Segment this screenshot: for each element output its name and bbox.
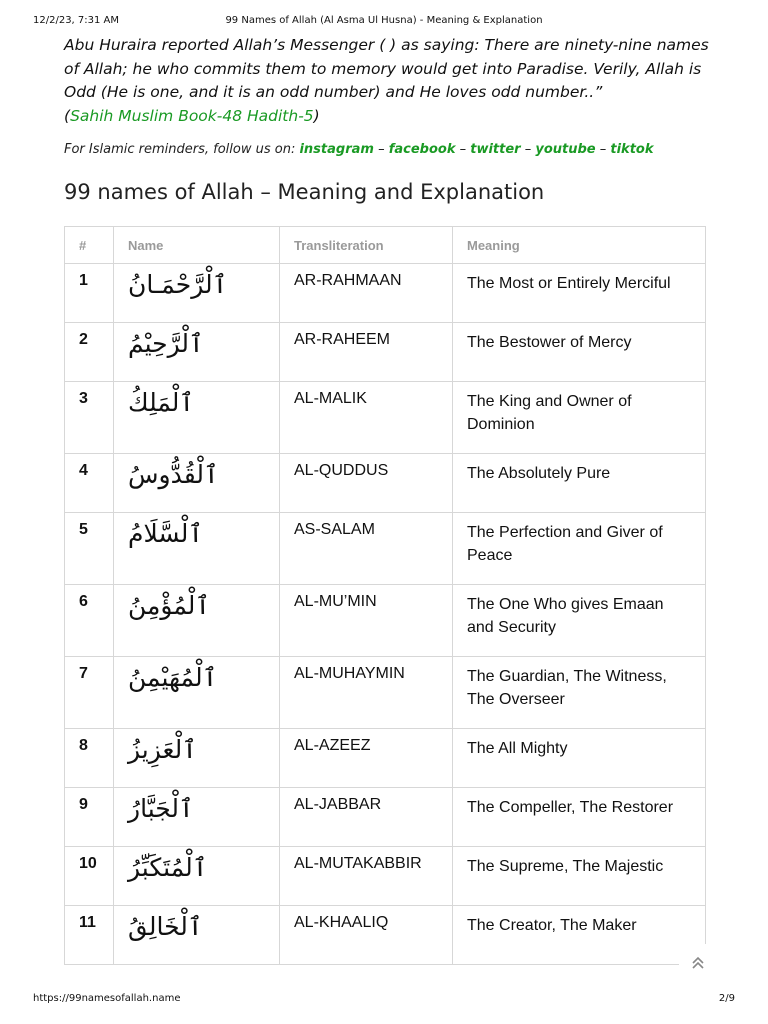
- meaning: The King and Owner of Dominion: [453, 382, 706, 454]
- table-row: [65, 323, 706, 382]
- row-number: 2: [65, 323, 114, 382]
- arabic-name-cell: [114, 264, 280, 323]
- row-number: 7: [65, 657, 114, 729]
- youtube-link[interactable]: youtube: [535, 142, 596, 157]
- print-footer: [33, 993, 735, 1007]
- table-header-row: [65, 227, 706, 264]
- transliteration: AL-AZEEZ: [280, 729, 453, 788]
- article-content: [64, 34, 709, 207]
- hadith-quote: [64, 34, 714, 128]
- section-title: 99 names of Allah – Meaning and Explanation: [64, 180, 545, 204]
- row-number: 9: [65, 788, 114, 847]
- double-chevron-up-icon: [691, 956, 705, 970]
- arabic-name-cell: [114, 454, 280, 513]
- scroll-to-top-button[interactable]: [679, 944, 717, 982]
- print-datetime: 12/2/23, 7:31 AM: [33, 15, 120, 26]
- row-number: 11: [65, 906, 114, 965]
- twitter-link[interactable]: twitter: [470, 142, 521, 157]
- arabic-name: ٱلْعَزِيزُ: [128, 735, 197, 764]
- hadith-quote-text: Abu Huraira reported Allah’s Messenger ( ) as saying: There are ninety-nine names of Allah; he who commits them to memory would get into Paradise. Verily, Allah is Odd (He is one, and it is an odd number) and He loves odd number..”: [64, 36, 709, 101]
- row-number: 6: [65, 585, 114, 657]
- arabic-name: ٱلْجَبَّارُ: [128, 794, 194, 823]
- arabic-name-cell: [114, 513, 280, 585]
- transliteration: AL-MALIK: [280, 382, 453, 454]
- arabic-name: ٱلْمُهَيْمِنُ: [128, 663, 218, 692]
- meaning: The Perfection and Giver of Peace: [453, 513, 706, 585]
- table-row: [65, 382, 706, 454]
- arabic-name-cell: [114, 657, 280, 729]
- row-number: 1: [65, 264, 114, 323]
- arabic-name: ٱلْقُدُّوسُ: [128, 460, 219, 489]
- arabic-name-cell: [114, 906, 280, 965]
- meaning: The Absolutely Pure: [453, 454, 706, 513]
- arabic-name-cell: [114, 323, 280, 382]
- follow-prefix: For Islamic reminders, follow us on:: [64, 142, 300, 157]
- arabic-name: ٱلْمَلِكُ: [128, 388, 195, 417]
- meaning: The Most or Entirely Merciful: [453, 264, 706, 323]
- table-row: [65, 454, 706, 513]
- transliteration: AL-QUDDUS: [280, 454, 453, 513]
- separator: –: [455, 142, 471, 157]
- separator: –: [520, 142, 536, 157]
- arabic-name: ٱلْمُتَكَبِّرُ: [128, 853, 208, 882]
- meaning: The Bestower of Mercy: [453, 323, 706, 382]
- instagram-link[interactable]: instagram: [299, 142, 374, 157]
- print-header: [33, 15, 735, 29]
- header-transliteration: Transliteration: [280, 227, 453, 264]
- row-number: 8: [65, 729, 114, 788]
- transliteration: AL-MUHAYMIN: [280, 657, 453, 729]
- arabic-name: ٱلْرَّحِيْمُ: [128, 329, 204, 358]
- arabic-name: ٱلْرَّحْمَـانُ: [128, 270, 228, 299]
- meaning: The One Who gives Emaan and Security: [453, 585, 706, 657]
- row-number: 10: [65, 847, 114, 906]
- arabic-name-cell: [114, 847, 280, 906]
- print-page-title: 99 Names of Allah (Al Asma Ul Husna) - Meaning & Explanation: [225, 15, 543, 26]
- row-number: 3: [65, 382, 114, 454]
- print-page-number: 2/9: [718, 993, 735, 1004]
- arabic-name-cell: [114, 788, 280, 847]
- table-row: [65, 585, 706, 657]
- transliteration: AL-MUTAKABBIR: [280, 847, 453, 906]
- transliteration: AL-MU’MIN: [280, 585, 453, 657]
- table-row: [65, 788, 706, 847]
- arabic-name-cell: [114, 382, 280, 454]
- hadith-ref-open: (: [64, 106, 71, 125]
- hadith-ref-close: ): [313, 106, 320, 125]
- header-meaning: Meaning: [453, 227, 706, 264]
- separator: –: [595, 142, 611, 157]
- table-row: [65, 847, 706, 906]
- meaning: The All Mighty: [453, 729, 706, 788]
- social-follow-line: [64, 142, 704, 157]
- meaning: The Compeller, The Restorer: [453, 788, 706, 847]
- header-number: #: [65, 227, 114, 264]
- arabic-name-cell: [114, 585, 280, 657]
- transliteration: AL-KHAALIQ: [280, 906, 453, 965]
- table-row: [65, 657, 706, 729]
- names-table: [64, 226, 706, 965]
- separator: –: [373, 142, 389, 157]
- transliteration: AR-RAHMAAN: [280, 264, 453, 323]
- transliteration: AL-JABBAR: [280, 788, 453, 847]
- header-name: Name: [114, 227, 280, 264]
- table-row: [65, 264, 706, 323]
- meaning: The Guardian, The Witness, The Overseer: [453, 657, 706, 729]
- arabic-name-cell: [114, 729, 280, 788]
- table-row: [65, 729, 706, 788]
- hadith-reference-link[interactable]: Sahih Muslim Book-48 Hadith-5: [70, 106, 314, 125]
- table-row: [65, 513, 706, 585]
- arabic-name: ٱلْمُؤْمِنُ: [128, 591, 211, 620]
- meaning: The Creator, The Maker: [453, 906, 706, 965]
- meaning: The Supreme, The Majestic: [453, 847, 706, 906]
- tiktok-link[interactable]: tiktok: [610, 142, 654, 157]
- row-number: 4: [65, 454, 114, 513]
- arabic-name: ٱلْسَّلَامُ: [128, 519, 203, 548]
- transliteration: AR-RAHEEM: [280, 323, 453, 382]
- print-url: https://99namesofallah.name: [33, 993, 181, 1004]
- transliteration: AS-SALAM: [280, 513, 453, 585]
- row-number: 5: [65, 513, 114, 585]
- table-row: [65, 906, 706, 965]
- facebook-link[interactable]: facebook: [388, 142, 456, 157]
- arabic-name: ٱلْخَالِقُ: [128, 912, 203, 941]
